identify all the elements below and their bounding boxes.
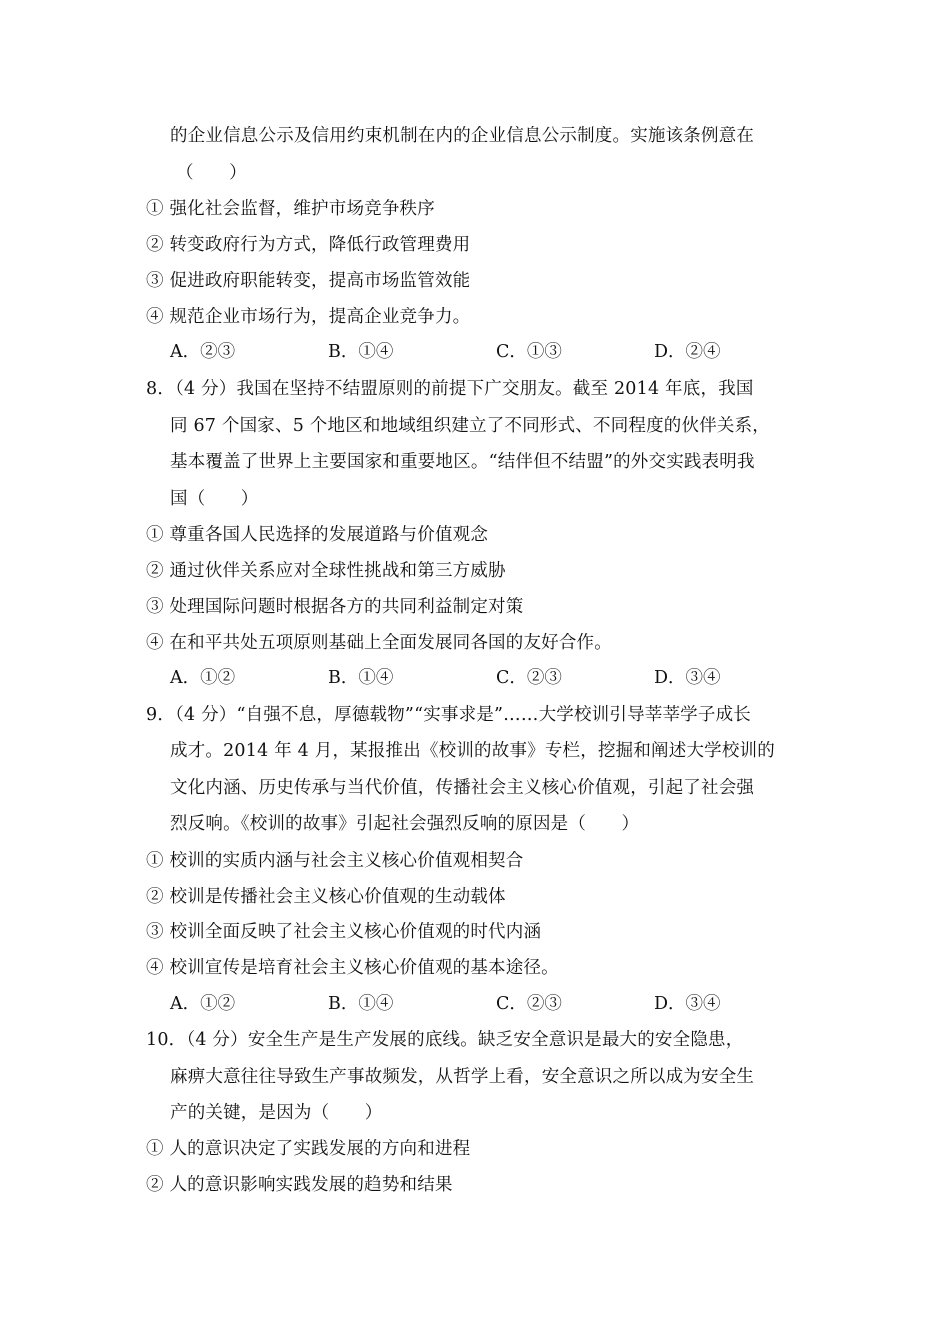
q9-option-2: ② 校训是传播社会主义核心价值观的生动载体: [146, 887, 506, 907]
q8-option-4: ④ 在和平共处五项原则基础上全面发展同各国的友好合作。: [146, 633, 612, 653]
q10-option-1: ① 人的意识决定了实践发展的方向和进程: [146, 1139, 471, 1159]
q8-choice-a: A．①②: [170, 668, 236, 688]
q7-choice-c: C．①③: [496, 342, 562, 362]
q9-option-4: ④ 校训宣传是培育社会主义核心价值观的基本途径。: [146, 958, 559, 978]
q9-stem-line-3: 文化内涵、历史传承与当代价值，传播社会主义核心价值观，引起了社会强: [170, 778, 755, 798]
q8-choice-d: D．③④: [654, 668, 721, 688]
q7-choice-d: D．②④: [654, 342, 721, 362]
q9-option-3: ③ 校训全面反映了社会主义核心价值观的时代内涵: [146, 922, 542, 942]
q9-stem-line-1: 9．（4 分）“自强不息，厚德载物”“实事求是”……大学校训引导莘莘学子成长: [146, 705, 751, 725]
q8-stem-line-3: 基本覆盖了世界上主要国家和重要地区。“结伴但不结盟”的外交实践表明我: [170, 452, 755, 472]
q9-choice-a: A．①②: [170, 994, 236, 1014]
q7-text-line-2: （ ）: [176, 163, 247, 183]
q8-option-3: ③ 处理国际问题时根据各方的共同利益制定对策: [146, 597, 524, 617]
q9-choice-c: C．②③: [496, 994, 562, 1014]
q8-option-1: ① 尊重各国人民选择的发展道路与价值观念: [146, 525, 489, 545]
q7-text-line-1: 的企业信息公示及信用约束机制在内的企业信息公示制度。实施该条例意在: [170, 126, 755, 146]
q8-option-2: ② 通过伙伴关系应对全球性挑战和第三方威胁: [146, 561, 506, 581]
q8-choice-b: B．①④: [328, 668, 394, 688]
q9-stem-line-2: 成才。2014 年 4 月，某报推出《校训的故事》专栏，挖掘和阐述大学校训的: [170, 741, 775, 761]
q10-stem-line-3: 产的关键，是因为（ ）: [170, 1103, 383, 1123]
q9-choice-d: D．③④: [654, 994, 721, 1014]
q10-option-2: ② 人的意识影响实践发展的趋势和结果: [146, 1175, 453, 1195]
q7-option-2: ② 转变政府行为方式，降低行政管理费用: [146, 235, 471, 255]
q7-option-1: ① 强化社会监督，维护市场竞争秩序: [146, 199, 435, 219]
q8-stem-line-1: 8．（4 分）我国在坚持不结盟原则的前提下广交朋友。截至 2014 年底，我国: [146, 379, 754, 399]
q9-stem-line-4: 烈反响。《校训的故事》引起社会强烈反响的原因是（ ）: [170, 814, 640, 834]
q10-stem-line-2: 麻痹大意往往导致生产事故频发，从哲学上看，安全意识之所以成为安全生: [170, 1067, 755, 1087]
q8-stem-line-2: 同 67 个国家、5 个地区和地域组织建立了不同形式、不同程度的伙伴关系，: [170, 416, 770, 436]
q7-choice-a: A．②③: [170, 342, 236, 362]
q9-choice-b: B．①④: [328, 994, 394, 1014]
q8-stem-line-4: 国（ ）: [170, 489, 259, 509]
q9-option-1: ① 校训的实质内涵与社会主义核心价值观相契合: [146, 851, 524, 871]
q7-option-4: ④ 规范企业市场行为，提高企业竞争力。: [146, 307, 471, 327]
q7-option-3: ③ 促进政府职能转变，提高市场监管效能: [146, 271, 471, 291]
q7-choice-b: B．①④: [328, 342, 394, 362]
q10-stem-line-1: 10．（4 分）安全生产是生产发展的底线。缺乏安全意识是最大的安全隐患，: [146, 1030, 744, 1050]
q8-choice-c: C．②③: [496, 668, 562, 688]
